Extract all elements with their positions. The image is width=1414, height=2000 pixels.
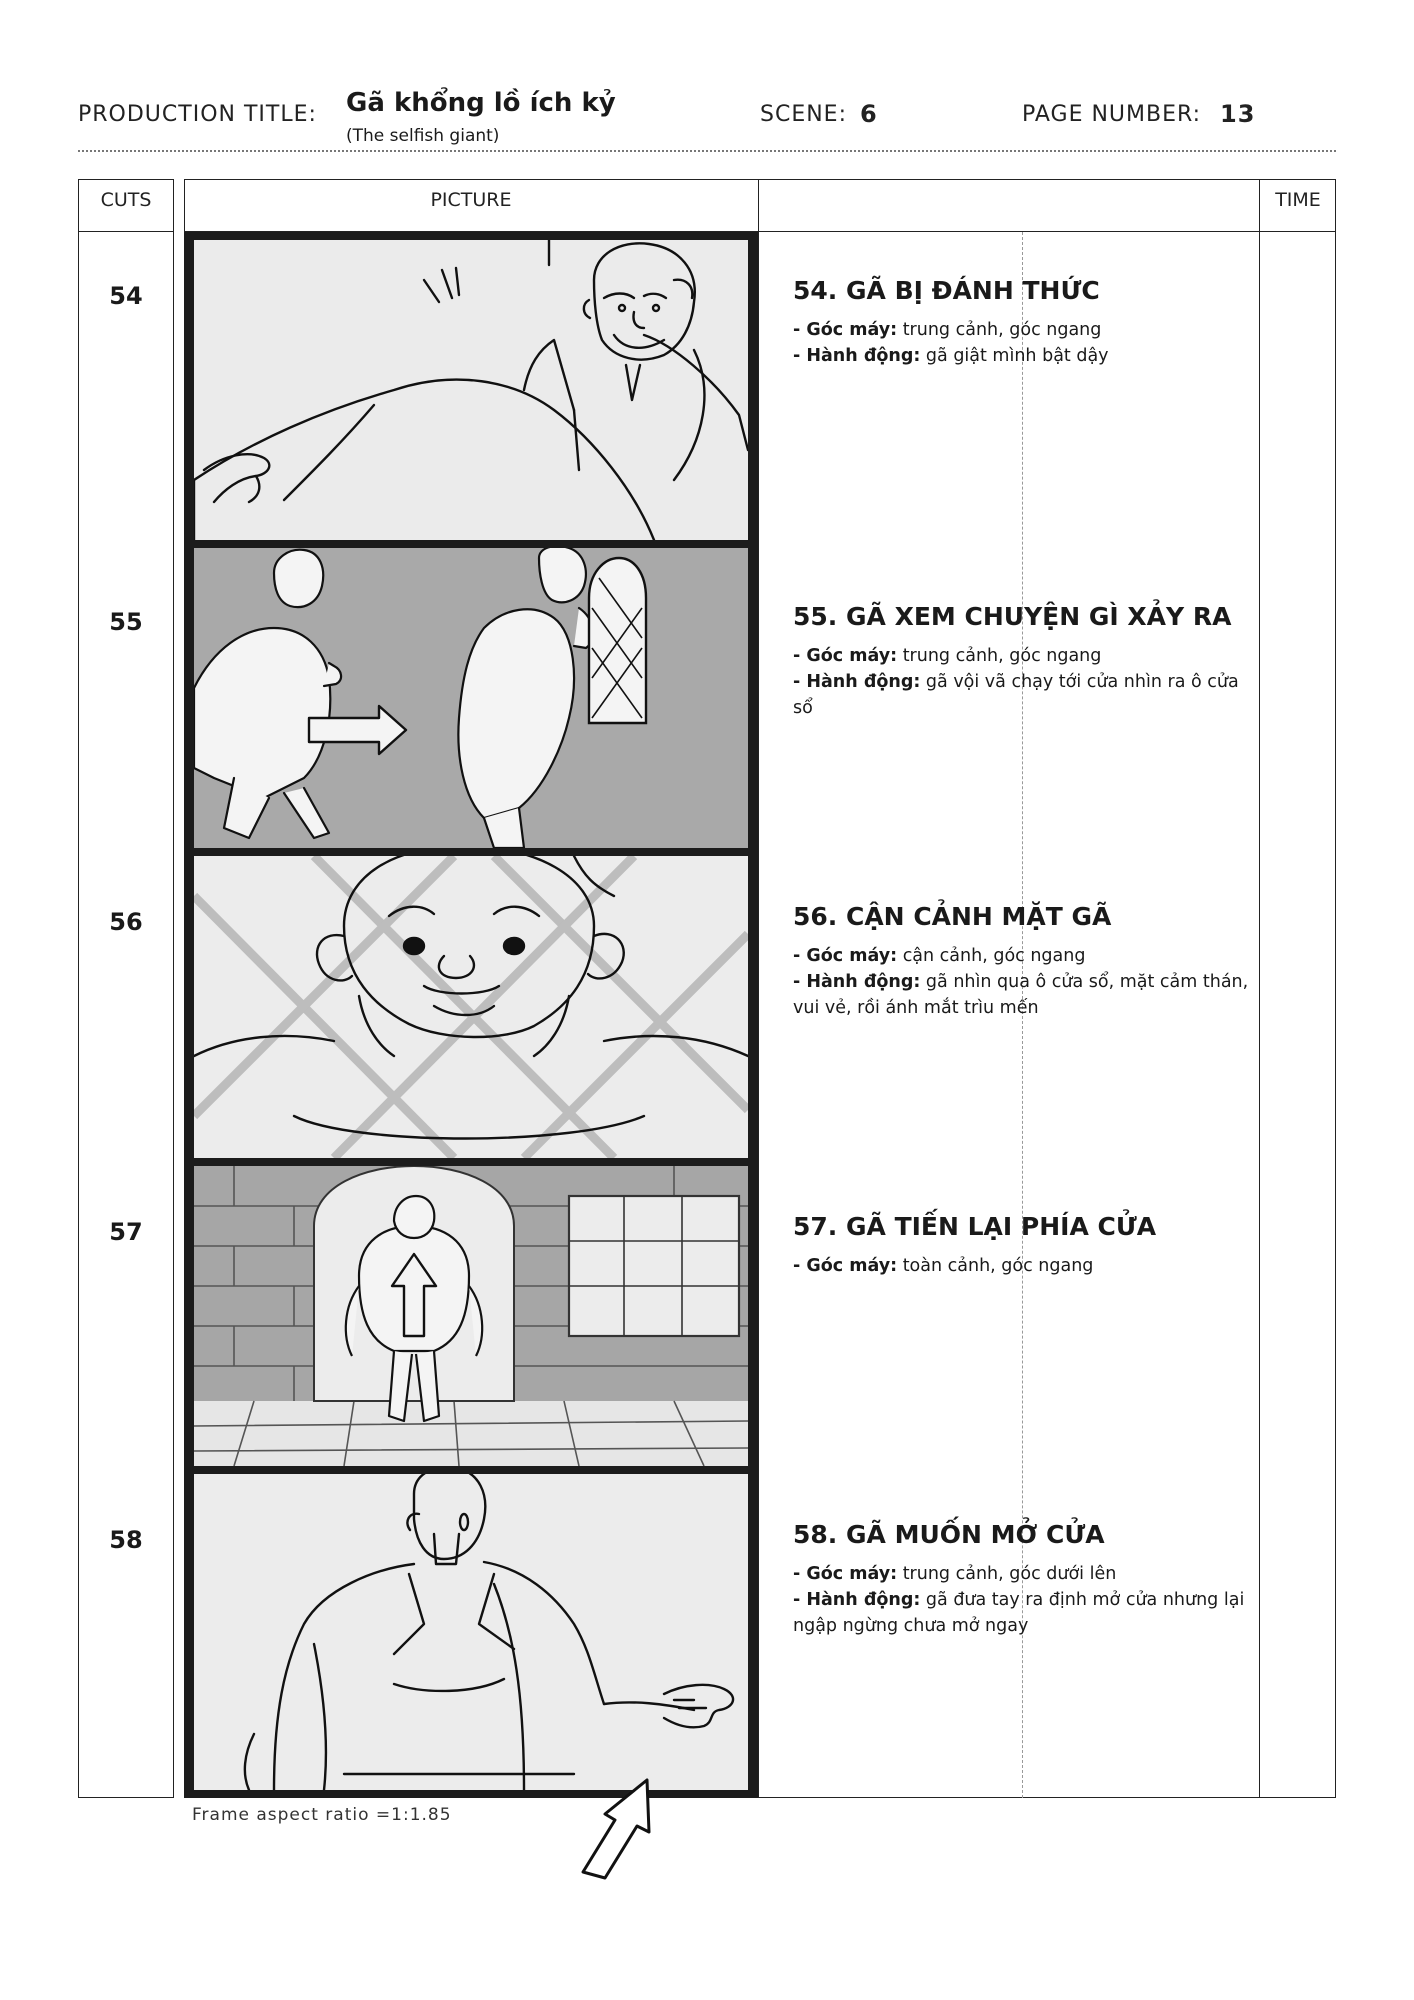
camera-move-arrow-icon — [575, 1770, 665, 1880]
cut-title-57: 57. GÃ TIẾN LẠI PHÍA CỬA — [793, 1212, 1157, 1241]
production-title: Gã khổng lồ ích kỷ — [346, 88, 616, 118]
cut-description-58 — [793, 1520, 1263, 1639]
cut-description-56 — [793, 902, 1263, 1021]
cut-number-55: 55 — [109, 608, 143, 636]
cut-description-54 — [793, 276, 1263, 369]
production-subtitle: (The selfish giant) — [346, 126, 500, 146]
production-title-label: PRODUCTION TITLE: — [78, 102, 317, 127]
page-number-label: PAGE NUMBER: — [1022, 102, 1202, 127]
cut-title-58: 58. GÃ MUỐN MỞ CỬA — [793, 1520, 1105, 1549]
storyboard-frame-55 — [194, 548, 748, 848]
storyboard-frame-57 — [194, 1166, 748, 1466]
cut-number-56: 56 — [109, 908, 143, 936]
cut-description-57 — [793, 1212, 1263, 1279]
cut-number-57: 57 — [109, 1218, 143, 1246]
cut-55-action: - Hành động: gã vội vã chạy tới cửa nhìn ra ô cửa sổ — [793, 672, 1239, 718]
cuts-column-header: CUTS — [100, 189, 152, 211]
cut-54-camera: - Góc máy: trung cảnh, góc ngang — [793, 320, 1102, 340]
header-divider — [78, 150, 1336, 152]
cut-title-54: 54. GÃ BỊ ĐÁNH THỨC — [793, 276, 1100, 305]
storyboard-frame-56 — [194, 856, 748, 1158]
cut-number-54: 54 — [109, 282, 143, 310]
cut-title-55: 55. GÃ XEM CHUYỆN GÌ XẢY RA — [793, 602, 1232, 631]
storyboard-frame-54 — [194, 240, 748, 540]
scene-label: SCENE: — [760, 102, 847, 127]
cut-57-camera: - Góc máy: toàn cảnh, góc ngang — [793, 1256, 1094, 1276]
storyboard-frame-58 — [194, 1474, 748, 1790]
cut-55-camera: - Góc máy: trung cảnh, góc ngang — [793, 646, 1102, 666]
time-column-header: TIME — [1275, 189, 1321, 211]
frame-aspect-ratio-note: Frame aspect ratio =1:1.85 — [192, 1805, 452, 1825]
cut-54-action: - Hành động: gã giật mình bật dậy — [793, 346, 1109, 366]
cuts-header-divider — [78, 231, 174, 232]
picture-column-header: PICTURE — [430, 189, 512, 211]
cut-number-58: 58 — [109, 1526, 143, 1554]
cut-description-55 — [793, 602, 1263, 721]
scene-number: 6 — [860, 100, 878, 128]
cut-56-camera: - Góc máy: cận cảnh, góc ngang — [793, 946, 1086, 966]
cuts-column — [78, 179, 174, 1798]
cut-58-action: - Hành động: gã đưa tay ra định mở cửa nhưng lại ngập ngừng chưa mở ngay — [793, 1590, 1245, 1636]
cut-58-camera: - Góc máy: trung cảnh, góc dưới lên — [793, 1564, 1117, 1584]
picture-filmstrip — [184, 232, 758, 1798]
page-number: 13 — [1220, 100, 1256, 128]
cut-title-56: 56. CẬN CẢNH MẶT GÃ — [793, 902, 1112, 931]
cut-56-action: - Hành động: gã nhìn qua ô cửa sổ, mặt cảm thán, vui vẻ, rồi ánh mắt trìu mến — [793, 972, 1249, 1018]
